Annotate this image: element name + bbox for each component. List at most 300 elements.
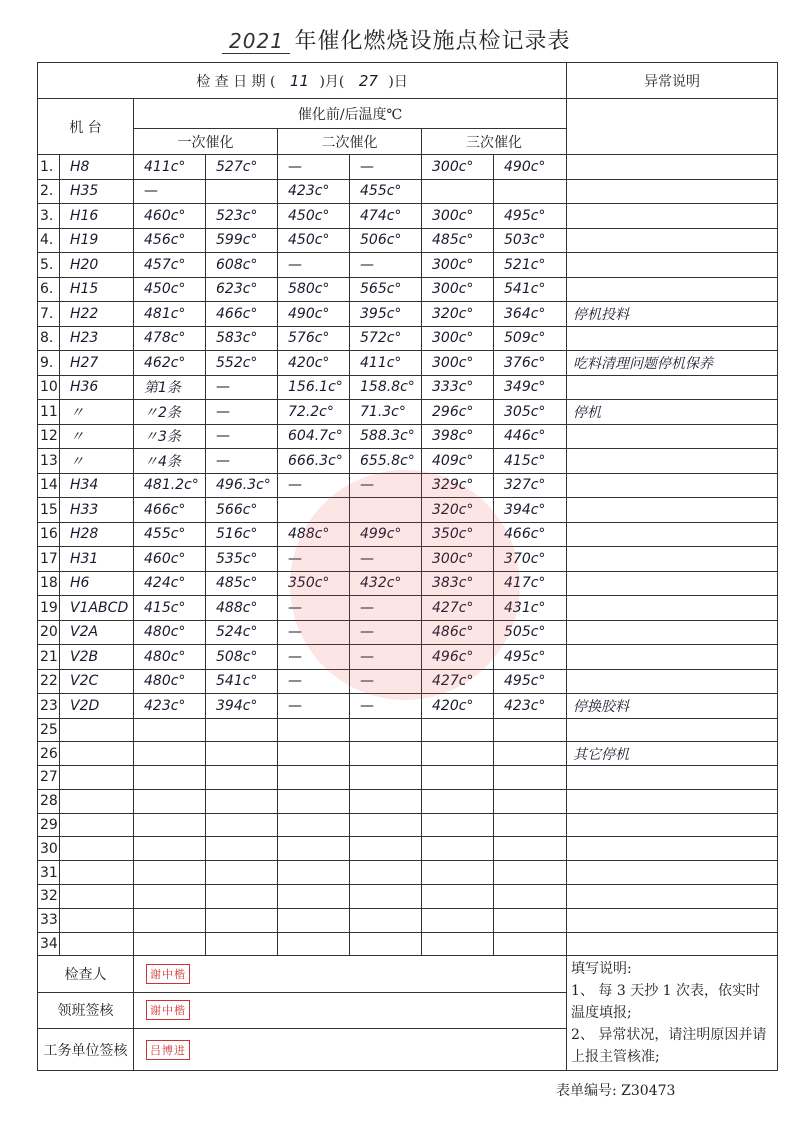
date-header: 检 查 日 期 ( 11 )月( 27 )日 xyxy=(38,63,567,99)
value-cell: H27 xyxy=(60,351,134,376)
value-cell xyxy=(422,179,494,204)
title-text: 年催化燃烧设施点检记录表 xyxy=(294,29,571,54)
value-cell xyxy=(134,789,206,813)
value-cell: — xyxy=(278,253,350,278)
value-cell: H20 xyxy=(60,253,134,278)
value-cell xyxy=(278,766,350,790)
value-cell: 480c° xyxy=(134,669,206,694)
row-number: 9. xyxy=(38,351,60,376)
value-cell xyxy=(422,885,494,909)
value-cell: 490c° xyxy=(494,155,567,180)
value-cell xyxy=(494,179,567,204)
value-cell: 541c° xyxy=(494,277,567,302)
value-cell: 552c° xyxy=(206,351,278,376)
value-cell xyxy=(60,837,134,861)
value-cell: 300c° xyxy=(422,277,494,302)
remark-cell xyxy=(567,908,778,932)
value-cell: H22 xyxy=(60,302,134,327)
value-cell: 450c° xyxy=(134,277,206,302)
signature-cell xyxy=(134,956,567,992)
value-cell xyxy=(134,813,206,837)
table-row xyxy=(38,204,778,229)
value-cell: 349c° xyxy=(494,375,567,400)
table-row xyxy=(38,228,778,253)
row-number: 11 xyxy=(38,400,60,425)
value-cell: H35 xyxy=(60,179,134,204)
remark-cell xyxy=(567,228,778,253)
value-cell: 300c° xyxy=(422,204,494,229)
table-row xyxy=(38,253,778,278)
value-cell: 565c° xyxy=(350,277,422,302)
value-cell: 398c° xyxy=(422,424,494,449)
value-cell xyxy=(134,766,206,790)
value-cell xyxy=(494,932,567,956)
value-cell: 411c° xyxy=(134,155,206,180)
value-cell: V2D xyxy=(60,694,134,719)
value-cell: 527c° xyxy=(206,155,278,180)
value-cell xyxy=(60,813,134,837)
value-cell: 655.8c° xyxy=(350,449,422,474)
value-cell xyxy=(60,908,134,932)
row-number: 19 xyxy=(38,596,60,621)
value-cell: — xyxy=(350,645,422,670)
value-cell xyxy=(350,885,422,909)
row-number: 13 xyxy=(38,449,60,474)
value-cell: 460c° xyxy=(134,547,206,572)
value-cell xyxy=(278,861,350,885)
value-cell: 496.3c° xyxy=(206,473,278,498)
value-cell xyxy=(422,742,494,766)
month-value: 11 xyxy=(289,71,309,90)
value-cell: 417c° xyxy=(494,571,567,596)
value-cell: 427c° xyxy=(422,669,494,694)
value-cell: — xyxy=(278,694,350,719)
value-cell: 466c° xyxy=(206,302,278,327)
value-cell: 580c° xyxy=(278,277,350,302)
value-cell: 320c° xyxy=(422,498,494,523)
value-cell xyxy=(134,908,206,932)
value-cell xyxy=(494,908,567,932)
signature-label: 工务单位签核 xyxy=(38,1028,134,1071)
remark-cell xyxy=(567,571,778,596)
table-row xyxy=(38,908,778,932)
value-cell: — xyxy=(206,400,278,425)
value-cell: 415c° xyxy=(134,596,206,621)
value-cell: 524c° xyxy=(206,620,278,645)
value-cell: 523c° xyxy=(206,204,278,229)
value-cell: 327c° xyxy=(494,473,567,498)
value-cell xyxy=(422,789,494,813)
value-cell: — xyxy=(206,449,278,474)
row-number: 5. xyxy=(38,253,60,278)
value-cell: 583c° xyxy=(206,326,278,351)
value-cell: 509c° xyxy=(494,326,567,351)
value-cell: 423c° xyxy=(494,694,567,719)
table-row xyxy=(38,645,778,670)
value-cell xyxy=(206,742,278,766)
value-cell xyxy=(206,813,278,837)
value-cell: 516c° xyxy=(206,522,278,547)
remark-cell xyxy=(567,277,778,302)
value-cell: 506c° xyxy=(350,228,422,253)
value-cell: 300c° xyxy=(422,155,494,180)
value-cell xyxy=(206,789,278,813)
value-cell: 535c° xyxy=(206,547,278,572)
value-cell xyxy=(494,861,567,885)
value-cell xyxy=(422,837,494,861)
table-row xyxy=(38,885,778,909)
value-cell: H36 xyxy=(60,375,134,400)
table-row xyxy=(38,813,778,837)
value-cell xyxy=(278,932,350,956)
row-number: 17 xyxy=(38,547,60,572)
value-cell: 488c° xyxy=(206,596,278,621)
row-number: 21 xyxy=(38,645,60,670)
value-cell: H34 xyxy=(60,473,134,498)
value-cell: 394c° xyxy=(206,694,278,719)
value-cell: 599c° xyxy=(206,228,278,253)
value-cell: — xyxy=(278,473,350,498)
value-cell: H8 xyxy=(60,155,134,180)
value-cell: 588.3c° xyxy=(350,424,422,449)
stage1-header: 一次催化 xyxy=(134,129,278,155)
table-row xyxy=(38,449,778,474)
row-number: 25 xyxy=(38,718,60,742)
value-cell: 446c° xyxy=(494,424,567,449)
table-row xyxy=(38,326,778,351)
value-cell: 604.7c° xyxy=(278,424,350,449)
value-cell: 350c° xyxy=(422,522,494,547)
value-cell: 490c° xyxy=(278,302,350,327)
value-cell: V1ABCD xyxy=(60,596,134,621)
value-cell: 466c° xyxy=(494,522,567,547)
value-cell: 462c° xyxy=(134,351,206,376)
remark-cell: 停机投料 xyxy=(567,302,778,327)
value-cell: — xyxy=(278,645,350,670)
remark-cell xyxy=(567,204,778,229)
value-cell xyxy=(206,908,278,932)
row-number: 23 xyxy=(38,694,60,719)
value-cell: — xyxy=(350,547,422,572)
remark-cell xyxy=(567,861,778,885)
value-cell: 〃2条 xyxy=(134,400,206,425)
value-cell xyxy=(494,718,567,742)
value-cell: 508c° xyxy=(206,645,278,670)
value-cell xyxy=(494,789,567,813)
value-cell xyxy=(422,766,494,790)
value-cell: 300c° xyxy=(422,351,494,376)
value-cell xyxy=(278,789,350,813)
value-cell xyxy=(350,837,422,861)
value-cell xyxy=(494,885,567,909)
remark-cell xyxy=(567,473,778,498)
table-row xyxy=(38,277,778,302)
value-cell: 623c° xyxy=(206,277,278,302)
value-cell: 608c° xyxy=(206,253,278,278)
value-cell: — xyxy=(278,547,350,572)
row-number: 3. xyxy=(38,204,60,229)
value-cell xyxy=(350,861,422,885)
value-cell: — xyxy=(350,473,422,498)
value-cell: 495c° xyxy=(494,645,567,670)
remark-cell xyxy=(567,766,778,790)
table-row xyxy=(38,400,778,425)
value-cell: 423c° xyxy=(278,179,350,204)
value-cell xyxy=(494,813,567,837)
value-cell: H28 xyxy=(60,522,134,547)
remark-cell xyxy=(567,932,778,956)
day-value: 27 xyxy=(358,71,378,90)
value-cell: 156.1c° xyxy=(278,375,350,400)
row-number: 22 xyxy=(38,669,60,694)
value-cell xyxy=(350,813,422,837)
value-cell: 486c° xyxy=(422,620,494,645)
value-cell xyxy=(134,742,206,766)
row-number: 29 xyxy=(38,813,60,837)
remark-cell xyxy=(567,449,778,474)
remark-cell xyxy=(567,424,778,449)
value-cell: 383c° xyxy=(422,571,494,596)
value-cell: 488c° xyxy=(278,522,350,547)
value-cell xyxy=(206,861,278,885)
value-cell: 466c° xyxy=(134,498,206,523)
value-cell: 457c° xyxy=(134,253,206,278)
value-cell: 420c° xyxy=(422,694,494,719)
remark-cell xyxy=(567,596,778,621)
remark-cell xyxy=(567,522,778,547)
value-cell: 485c° xyxy=(206,571,278,596)
machine-header: 机 台 xyxy=(38,99,134,155)
stage2-header: 二次催化 xyxy=(278,129,422,155)
value-cell: 666.3c° xyxy=(278,449,350,474)
value-cell: 455c° xyxy=(350,179,422,204)
value-cell: 411c° xyxy=(350,351,422,376)
value-cell: 415c° xyxy=(494,449,567,474)
value-cell: — xyxy=(350,620,422,645)
value-cell xyxy=(350,932,422,956)
value-cell xyxy=(494,837,567,861)
value-cell xyxy=(206,932,278,956)
value-cell xyxy=(350,498,422,523)
value-cell: 370c° xyxy=(494,547,567,572)
value-cell xyxy=(278,837,350,861)
value-cell xyxy=(134,837,206,861)
row-number: 14 xyxy=(38,473,60,498)
remark-cell xyxy=(567,498,778,523)
value-cell xyxy=(60,718,134,742)
row-number: 18 xyxy=(38,571,60,596)
value-cell xyxy=(350,789,422,813)
value-cell xyxy=(278,813,350,837)
value-cell xyxy=(350,718,422,742)
value-cell: V2A xyxy=(60,620,134,645)
table-row xyxy=(38,837,778,861)
value-cell: — xyxy=(278,620,350,645)
stage3-header: 三次催化 xyxy=(422,129,567,155)
value-cell: 423c° xyxy=(134,694,206,719)
remark-cell xyxy=(567,669,778,694)
value-cell xyxy=(422,908,494,932)
remark-cell xyxy=(567,375,778,400)
table-row xyxy=(38,766,778,790)
remark-cell xyxy=(567,718,778,742)
value-cell: V2C xyxy=(60,669,134,694)
remarks-header: 异常说明 xyxy=(567,63,778,99)
row-number: 33 xyxy=(38,908,60,932)
value-cell xyxy=(494,742,567,766)
row-number: 7. xyxy=(38,302,60,327)
value-cell: 〃3条 xyxy=(134,424,206,449)
value-cell xyxy=(60,766,134,790)
table-row xyxy=(38,547,778,572)
value-cell: — xyxy=(278,596,350,621)
temp-header: 催化前/后温度℃ xyxy=(134,99,567,129)
value-cell: — xyxy=(350,596,422,621)
table-row xyxy=(38,522,778,547)
table-row xyxy=(38,620,778,645)
value-cell xyxy=(494,766,567,790)
value-cell: 305c° xyxy=(494,400,567,425)
remark-cell: 停机 xyxy=(567,400,778,425)
remark-cell xyxy=(567,789,778,813)
value-cell: 72.2c° xyxy=(278,400,350,425)
value-cell: 296c° xyxy=(422,400,494,425)
value-cell: 480c° xyxy=(134,620,206,645)
value-cell xyxy=(278,885,350,909)
table-row xyxy=(38,861,778,885)
fill-instructions xyxy=(567,956,778,1071)
value-cell: 566c° xyxy=(206,498,278,523)
value-cell xyxy=(350,908,422,932)
value-cell: H23 xyxy=(60,326,134,351)
value-cell: 394c° xyxy=(494,498,567,523)
value-cell: H15 xyxy=(60,277,134,302)
signature-cell xyxy=(134,1028,567,1071)
form-number: 表单编号: Z30473 xyxy=(556,1083,676,1099)
row-number: 6. xyxy=(38,277,60,302)
table-row xyxy=(38,596,778,621)
table-row xyxy=(38,742,778,766)
row-number: 10 xyxy=(38,375,60,400)
value-cell: — xyxy=(206,424,278,449)
value-cell: 485c° xyxy=(422,228,494,253)
value-cell: 474c° xyxy=(350,204,422,229)
value-cell: 450c° xyxy=(278,228,350,253)
value-cell: 395c° xyxy=(350,302,422,327)
value-cell: 432c° xyxy=(350,571,422,596)
value-cell xyxy=(206,718,278,742)
remark-cell xyxy=(567,813,778,837)
value-cell xyxy=(60,885,134,909)
value-cell xyxy=(350,766,422,790)
remark-cell: 停换胶料 xyxy=(567,694,778,719)
value-cell: 300c° xyxy=(422,253,494,278)
value-cell xyxy=(60,861,134,885)
instruction-line: 填写说明: xyxy=(571,961,632,978)
table-row xyxy=(38,669,778,694)
row-number: 27 xyxy=(38,766,60,790)
value-cell: H19 xyxy=(60,228,134,253)
row-number: 28 xyxy=(38,789,60,813)
value-cell: 572c° xyxy=(350,326,422,351)
value-cell xyxy=(206,885,278,909)
row-number: 30 xyxy=(38,837,60,861)
value-cell: H31 xyxy=(60,547,134,572)
row-number: 32 xyxy=(38,885,60,909)
value-cell: 第1条 xyxy=(134,375,206,400)
remark-cell xyxy=(567,253,778,278)
value-cell: 521c° xyxy=(494,253,567,278)
value-cell xyxy=(278,718,350,742)
value-cell: 576c° xyxy=(278,326,350,351)
value-cell: 478c° xyxy=(134,326,206,351)
value-cell: 409c° xyxy=(422,449,494,474)
remark-cell xyxy=(567,179,778,204)
value-cell xyxy=(422,932,494,956)
table-row xyxy=(38,498,778,523)
value-cell: 481.2c° xyxy=(134,473,206,498)
year-value: 2021 xyxy=(222,29,290,54)
value-cell: 〃 xyxy=(60,449,134,474)
value-cell: H33 xyxy=(60,498,134,523)
table-row xyxy=(38,932,778,956)
value-cell: 427c° xyxy=(422,596,494,621)
value-cell xyxy=(134,932,206,956)
value-cell: 350c° xyxy=(278,571,350,596)
value-cell: 424c° xyxy=(134,571,206,596)
value-cell: H16 xyxy=(60,204,134,229)
value-cell: 499c° xyxy=(350,522,422,547)
value-cell xyxy=(422,813,494,837)
page-title xyxy=(0,24,793,55)
remark-cell xyxy=(567,547,778,572)
value-cell: 495c° xyxy=(494,669,567,694)
signature-cell xyxy=(134,992,567,1028)
table-row xyxy=(38,179,778,204)
value-cell: — xyxy=(350,155,422,180)
value-cell: 364c° xyxy=(494,302,567,327)
remark-cell xyxy=(567,837,778,861)
row-number: 26 xyxy=(38,742,60,766)
value-cell: 〃4条 xyxy=(134,449,206,474)
value-cell: 496c° xyxy=(422,645,494,670)
value-cell: 420c° xyxy=(278,351,350,376)
row-number: 4. xyxy=(38,228,60,253)
row-number: 20 xyxy=(38,620,60,645)
value-cell: 376c° xyxy=(494,351,567,376)
table-row xyxy=(38,375,778,400)
value-cell: 450c° xyxy=(278,204,350,229)
value-cell: — xyxy=(278,669,350,694)
value-cell xyxy=(278,742,350,766)
value-cell xyxy=(206,766,278,790)
value-cell: 503c° xyxy=(494,228,567,253)
value-cell: 460c° xyxy=(134,204,206,229)
signature-stamp: 谢中楷 xyxy=(146,964,190,984)
value-cell: — xyxy=(206,375,278,400)
value-cell: 329c° xyxy=(422,473,494,498)
remark-cell xyxy=(567,620,778,645)
value-cell xyxy=(134,861,206,885)
remark-cell xyxy=(567,155,778,180)
row-number: 16 xyxy=(38,522,60,547)
value-cell: 300c° xyxy=(422,547,494,572)
value-cell: 71.3c° xyxy=(350,400,422,425)
value-cell: 158.8c° xyxy=(350,375,422,400)
table-row xyxy=(38,424,778,449)
remark-cell xyxy=(567,885,778,909)
value-cell: H6 xyxy=(60,571,134,596)
